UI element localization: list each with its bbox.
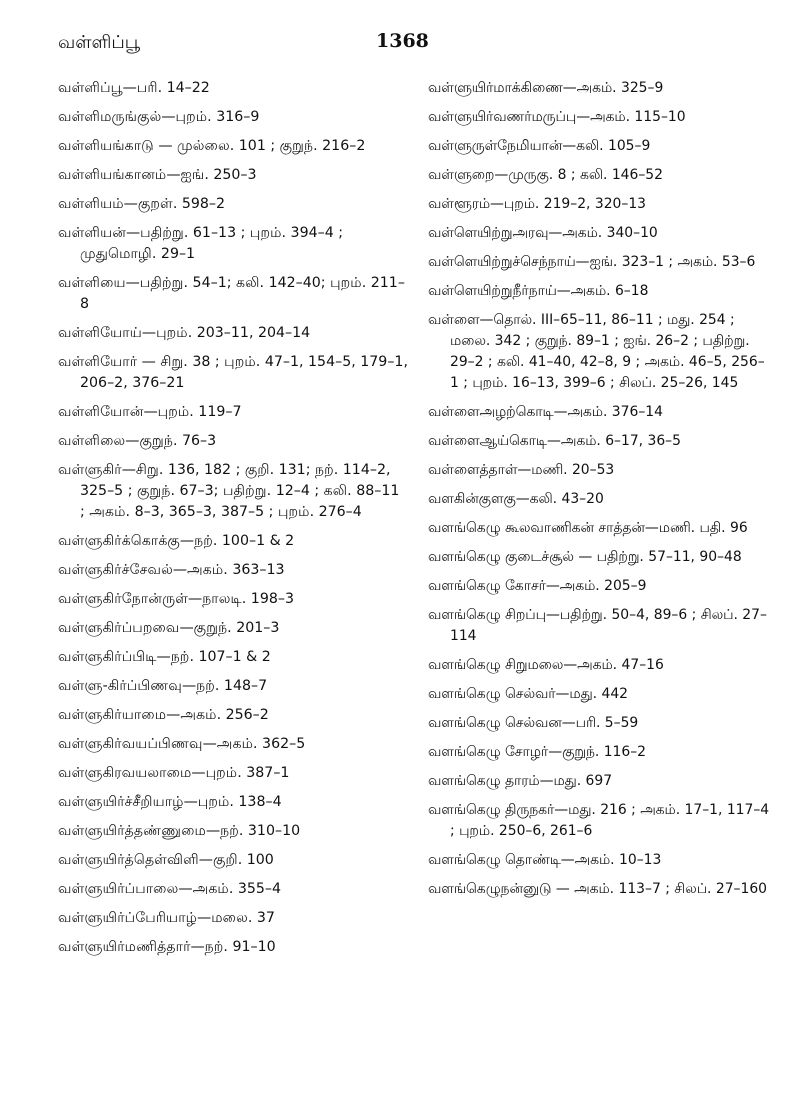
index-entry: வளங்கெழு கூலவாணிகன் சாத்தன்—மணி. பதி. 96 <box>428 520 748 536</box>
index-entry: வளங்கெழு சிறுமலை—அகம். 47–16 <box>428 657 664 673</box>
index-entry: வள்ளை—தொல். III–65–11, 86–11 ; மது. 254 ; மலை. 342 ; குறுந். 89–1 ; ஐங். 26–2 ; பதிற்று. 29–2 ; கலி. 41–40, 42–8, 9 ; அகம். 46–5, 256–1 ; புறம். 16–13, 399–6 ; சிலப். 25–26, 145 <box>428 312 765 391</box>
index-entry: வள்ளிப்பூ—பரி. 14–22 <box>58 80 210 96</box>
index-entry: வள்ளிமருங்குல்—புறம். 316–9 <box>58 109 260 125</box>
index-entry: வள்ளுருள்நேமியான்—கலி. 105–9 <box>428 138 651 154</box>
index-entry: வள்ளிலை—குறுந். 76–3 <box>58 433 217 449</box>
index-entry: வள்ளுகிர்யாமை—அகம். 256–2 <box>58 707 269 723</box>
index-entry: வள்ளைத்தாள்—மணி. 20–53 <box>428 462 615 478</box>
index-entry: வள்ளுயிர்ப்பாலை—அகம். 355–4 <box>58 881 282 897</box>
index-entry: வள்ளியங்கானம்—ஐங். 250–3 <box>58 167 257 183</box>
index-entry: வள்ளைஅழற்கொடி—அகம். 376–14 <box>428 404 663 420</box>
index-entry: வள்ளு-கிர்ப்பிணவு—நற். 148–7 <box>58 678 268 694</box>
index-entry: வள்ளுயிர்ப்பேரியாழ்—மலை. 37 <box>58 910 275 926</box>
index-entry: வள்ளியை—பதிற்று. 54–1; கலி. 142–40; புறம். 211–8 <box>58 275 405 312</box>
index-entry: வளங்கெழு செல்வன—பரி. 5–59 <box>428 715 639 731</box>
index-entry: வள்ளூரம்—புறம். 219–2, 320–13 <box>428 196 646 212</box>
index-entry: வளங்கெழு குடைச்சூல் — பதிற்று. 57–11, 90–48 <box>428 549 742 565</box>
index-entry: வள்ளியன்—பதிற்று. 61–13 ; புறம். 394–4 ; முதுமொழி. 29–1 <box>58 225 344 262</box>
index-entry: வளங்கெழு சோழர்—குறுந். 116–2 <box>428 744 646 760</box>
running-head: வள்ளிப்பூ <box>58 32 140 53</box>
index-entry: வள்ளுகிரவயலாமை—புறம். 387–1 <box>58 765 290 781</box>
index-entry: வள்ளுயிர்த்தண்ணுமை—நற். 310–10 <box>58 823 301 839</box>
page-header <box>58 32 760 62</box>
index-entry: வள்ளியங்காடு — முல்லை. 101 ; குறுந். 216–2 <box>58 138 366 154</box>
index-entry: வளங்கெழு தாரம்—மது. 697 <box>428 773 613 789</box>
index-entry: வளங்கெழு திருநகர்—மது. 216 ; அகம். 17–1, 117–4 ; புறம். 250–6, 261–6 <box>428 802 770 839</box>
index-entry: வள்ளெயிற்றுநீர்நாய்—அகம். 6–18 <box>428 283 649 299</box>
index-entry: வளங்கெழுநன்னுடு — அகம். 113–7 ; சிலப். 27–160 <box>428 881 767 897</box>
index-entry: வள்ளைஆய்கொடி—அகம். 6–17, 36–5 <box>428 433 681 449</box>
page-number: 1368 <box>376 30 429 52</box>
index-entry: வள்ளெயிற்றுஅரவு—அகம். 340–10 <box>428 225 658 241</box>
right-column <box>428 78 773 908</box>
index-entry: வள்ளுயிர்த்தெள்விளி—குறி. 100 <box>58 852 274 868</box>
index-entry: வள்ளுகிர்ப்பறவை—குறுந். 201–3 <box>58 620 280 636</box>
index-entry: வளங்கெழு சிறப்பு—பதிற்று. 50–4, 89–6 ; சிலப். 27–114 <box>428 607 767 644</box>
index-entry: வள்ளியோய்—புறம். 203–11, 204–14 <box>58 325 311 341</box>
index-entry: வள்ளுகிர்க்கொக்கு—நற். 100–1 & 2 <box>58 533 295 549</box>
index-entry: வளங்கெழு செல்வர்—மது. 442 <box>428 686 628 702</box>
index-entry: வளகின்குளகு—கலி. 43–20 <box>428 491 604 507</box>
index-entry: வள்ளுயிர்மணித்தார்—நற். 91–10 <box>58 939 276 955</box>
index-entry: வள்ளுகிர்—சிறு. 136, 182 ; குறி. 131; நற். 114–2, 325–5 ; குறுந். 67–3; பதிற்று. 12–4 ; கலி. 88–11 ; அகம். 8–3, 365–3, 387–5 ; புறம். 276–4 <box>58 462 400 520</box>
index-entry: வள்ளுகிர்ச்சேவல்—அகம். 363–13 <box>58 562 285 578</box>
index-entry: வளங்கெழு கோசர்—அகம். 205–9 <box>428 578 647 594</box>
index-entry: வள்ளியோர் — சிறு. 38 ; புறம். 47–1, 154–5, 179–1, 206–2, 376–21 <box>58 354 408 391</box>
index-entry: வளங்கெழு தொண்டி—அகம். 10–13 <box>428 852 662 868</box>
index-entry: வள்ளுயிர்ச்சீறியாழ்—புறம். 138–4 <box>58 794 282 810</box>
index-entry: வள்ளுகிர்நோன்ருள்—நாலடி. 198–3 <box>58 591 295 607</box>
index-entry: வள்ளுயிர்வணர்மருப்பு—அகம். 115–10 <box>428 109 686 125</box>
index-entry: வள்ளுறை—முருகு. 8 ; கலி. 146–52 <box>428 167 663 183</box>
left-column <box>58 78 408 966</box>
index-entry: வள்ளுயிர்மாக்கிணை—அகம். 325–9 <box>428 80 664 96</box>
index-entry: வள்ளுகிர்வயப்பிணவு—அகம். 362–5 <box>58 736 306 752</box>
index-entry: வள்ளியோன்—புறம். 119–7 <box>58 404 242 420</box>
index-entry: வள்ளியம்—குறள். 598–2 <box>58 196 226 212</box>
index-entry: வள்ளெயிற்றுச்செந்நாய்—ஐங். 323–1 ; அகம். 53–6 <box>428 254 756 270</box>
index-entry: வள்ளுகிர்ப்பிடி—நற். 107–1 & 2 <box>58 649 271 665</box>
